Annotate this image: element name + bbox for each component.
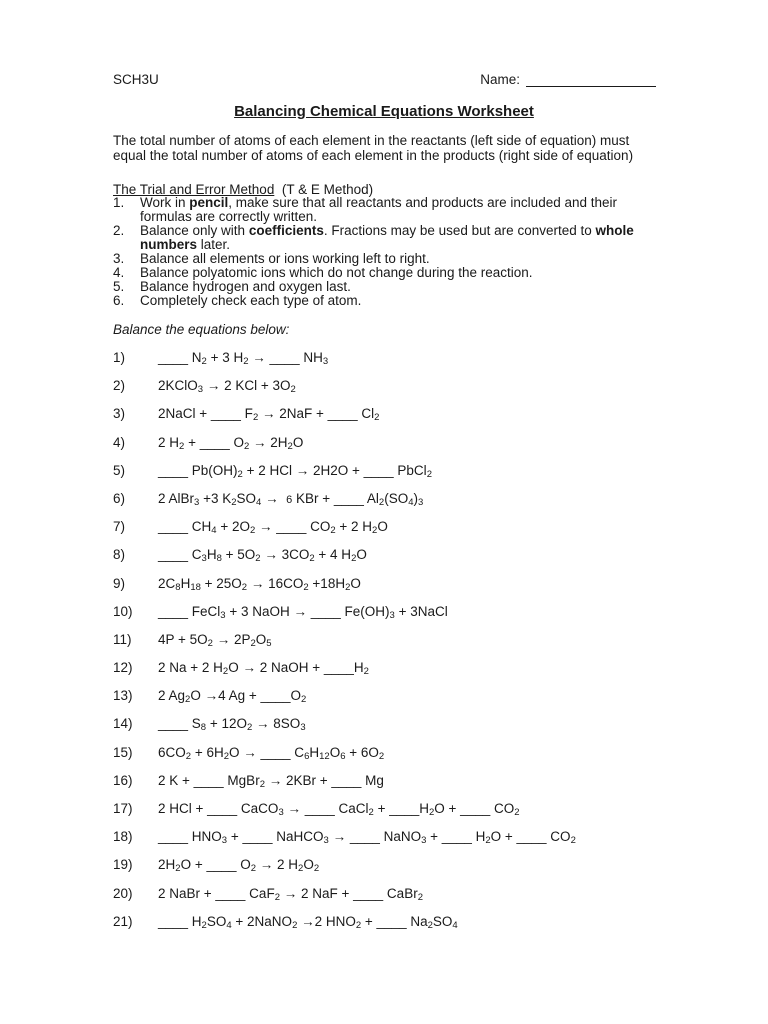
method-step — [113, 266, 658, 280]
equation-number: 21) — [113, 913, 133, 929]
equation-text: ____ $HNO_3$ + ____ NaHCO$_3$ → ____ NaNO$_3$ + ____ $H_2O$ + ____ $CO_2$ — [158, 829, 576, 847]
method-step — [113, 224, 658, 252]
equation-number: 4) — [113, 434, 126, 450]
instruction-text: Balance the equations below: — [113, 322, 290, 337]
equation-row — [113, 350, 663, 378]
equation-row — [113, 435, 663, 463]
step-number: 3. — [113, 251, 125, 266]
equation-number: 10) — [113, 603, 133, 619]
equation-text: 2 AlBr$_3$ +3 $K_2SO_4 \to 6$ KBr + ____ $Al_2(SO_4)_3$ — [158, 490, 424, 508]
method-step — [113, 196, 658, 224]
page-title: Balancing Chemical Equations Worksheet — [234, 103, 534, 120]
equation-text: $2H_2O$ + ____ $O_2 \to 2$ $H_2O_2$ — [158, 857, 320, 875]
step-text: Completely check each type of atom. — [140, 293, 362, 308]
equation-number: 12) — [113, 660, 133, 676]
equation-text: $2C_8H_{18} + 25O_2 \to 16CO_2 +18H_2O$ — [158, 575, 361, 593]
equation-number: 14) — [113, 716, 133, 732]
equation-number: 7) — [113, 519, 126, 535]
equation-row — [113, 829, 663, 857]
equation-text: ____ $CH_4 + 2O_2$ → ____ $CO_2 + 2$ $H_2O$ — [158, 519, 388, 537]
equations-list — [113, 350, 663, 942]
step-number: 6. — [113, 293, 125, 308]
equation-text: ____ FeCl$_3$ + 3 NaOH → ____ $Fe(OH)_3$ + 3NaCl — [158, 603, 448, 621]
step-text: Balance only with coefficients. Fractions may be used but are converted to whole numbers later. — [140, 223, 634, 252]
equation-text: 2 NaBr + ____ CaF$_2$ → 2 NaF + ____ CaBr$_2$ — [158, 885, 423, 903]
equation-row — [113, 745, 663, 773]
step-text: Balance all elements or ions working left to right. — [140, 251, 430, 266]
step-number: 2. — [113, 223, 125, 238]
method-abbr: (T & E Method) — [281, 182, 374, 197]
equation-row — [113, 378, 663, 406]
intro-paragraph: The total number of atoms of each element in the reactants (left side of equation) must equal the total number of atoms of each element in the products (right side of equation) — [113, 133, 634, 163]
step-number: 5. — [113, 279, 125, 294]
name-field[interactable] — [480, 72, 656, 87]
step-number: 1. — [113, 195, 125, 210]
equation-row — [113, 491, 663, 519]
equation-text: 2 $Ag_2O \to 4$ $Ag + \_\_\_\_O_2$ — [158, 688, 307, 706]
equation-number: 2) — [113, 378, 126, 394]
equation-text: 2 Na + 2 $H_2O \to 2$ NaOH + $\_\_\_\_H_2$ — [158, 660, 369, 678]
equation-text: ____ $C_3H_8 + 5O_2 \to 3CO_2 + 4$ $H_2O$ — [158, 547, 367, 565]
method-step — [113, 294, 658, 308]
equation-number: 15) — [113, 744, 133, 760]
equation-row — [113, 857, 663, 885]
equation-text: 2 $H_2$ + ____ $O_2 \to 2H_2O$ — [158, 434, 304, 452]
equation-number: 9) — [113, 575, 126, 591]
equation-number: 16) — [113, 772, 133, 788]
equation-number: 6) — [113, 490, 126, 506]
equation-row — [113, 632, 663, 660]
method-steps-list — [113, 196, 658, 308]
equation-text: 2NaCl + ____ $F_2 \to 2NaF$ + ____ $Cl_2$ — [158, 406, 380, 424]
equation-row — [113, 660, 663, 688]
equation-row — [113, 547, 663, 575]
equation-row — [113, 886, 663, 914]
equation-number: 19) — [113, 857, 133, 873]
equation-row — [113, 716, 663, 744]
equation-row — [113, 773, 663, 801]
name-blank-line[interactable] — [526, 72, 656, 87]
equation-row — [113, 801, 663, 829]
equation-row — [113, 519, 663, 547]
equation-text: ____ $S_8 + 12O_2 \to 8SO_3$ — [158, 716, 306, 734]
step-text: Balance polyatomic ions which do not change during the reaction. — [140, 265, 533, 280]
method-step — [113, 252, 658, 266]
equation-number: 13) — [113, 688, 133, 704]
equation-number: 8) — [113, 547, 126, 563]
equation-number: 1) — [113, 350, 126, 365]
equation-row — [113, 604, 663, 632]
equation-text: 2 K + ____ MgBr$_2$ → 2KBr + ____ Mg — [158, 772, 384, 790]
equation-text: $6CO_2 + 6H_2O$ → ____ $C_6H_{12}O_6 + 6O_2$ — [158, 744, 385, 762]
name-label: Name: — [480, 72, 520, 87]
equation-row — [113, 914, 663, 942]
equation-text: 2KClO$_3$ → 2 KCl + $3O_2$ — [158, 378, 296, 396]
step-number: 4. — [113, 265, 125, 280]
equation-row — [113, 406, 663, 434]
equation-number: 11) — [113, 631, 132, 647]
equation-row — [113, 463, 663, 491]
equation-number: 17) — [113, 801, 133, 816]
equation-number: 5) — [113, 462, 126, 478]
worksheet-header — [113, 72, 656, 92]
equation-number: 18) — [113, 829, 133, 845]
method-title: The Trial and Error Method — [113, 182, 275, 197]
equation-number: 20) — [113, 885, 133, 901]
equation-row — [113, 688, 663, 716]
equation-row — [113, 576, 663, 604]
step-text: Balance hydrogen and oxygen last. — [140, 279, 351, 294]
course-code: SCH3U — [113, 72, 159, 87]
method-step — [113, 280, 658, 294]
equation-number: 3) — [113, 406, 126, 422]
equation-text: ____ $Pb(OH)_2 + 2$ HCl → 2H2O + ____ PbCl$_2$ — [158, 462, 432, 480]
equation-text: ____ $H_2SO_4$ + 2NaNO$_2$ →2 $HNO_2$ + ____ $Na_2SO_4$ — [158, 913, 458, 931]
equation-text: ____ $N_2 + 3$ $H_2$ → ____ $NH_3$ — [158, 350, 329, 367]
equation-text: $4P + 5O_2 \to 2P_2O_5$ — [158, 631, 272, 649]
step-text: Work in pencil, make sure that all reactants and products are included and their formulas are correctly written. — [140, 195, 618, 224]
equation-text: 2 HCl + ____ CaCO$_3$ → ____ CaCl$_2$ + $\_\_\_\_H_2O$ + ____ $CO_2$ — [158, 801, 520, 818]
